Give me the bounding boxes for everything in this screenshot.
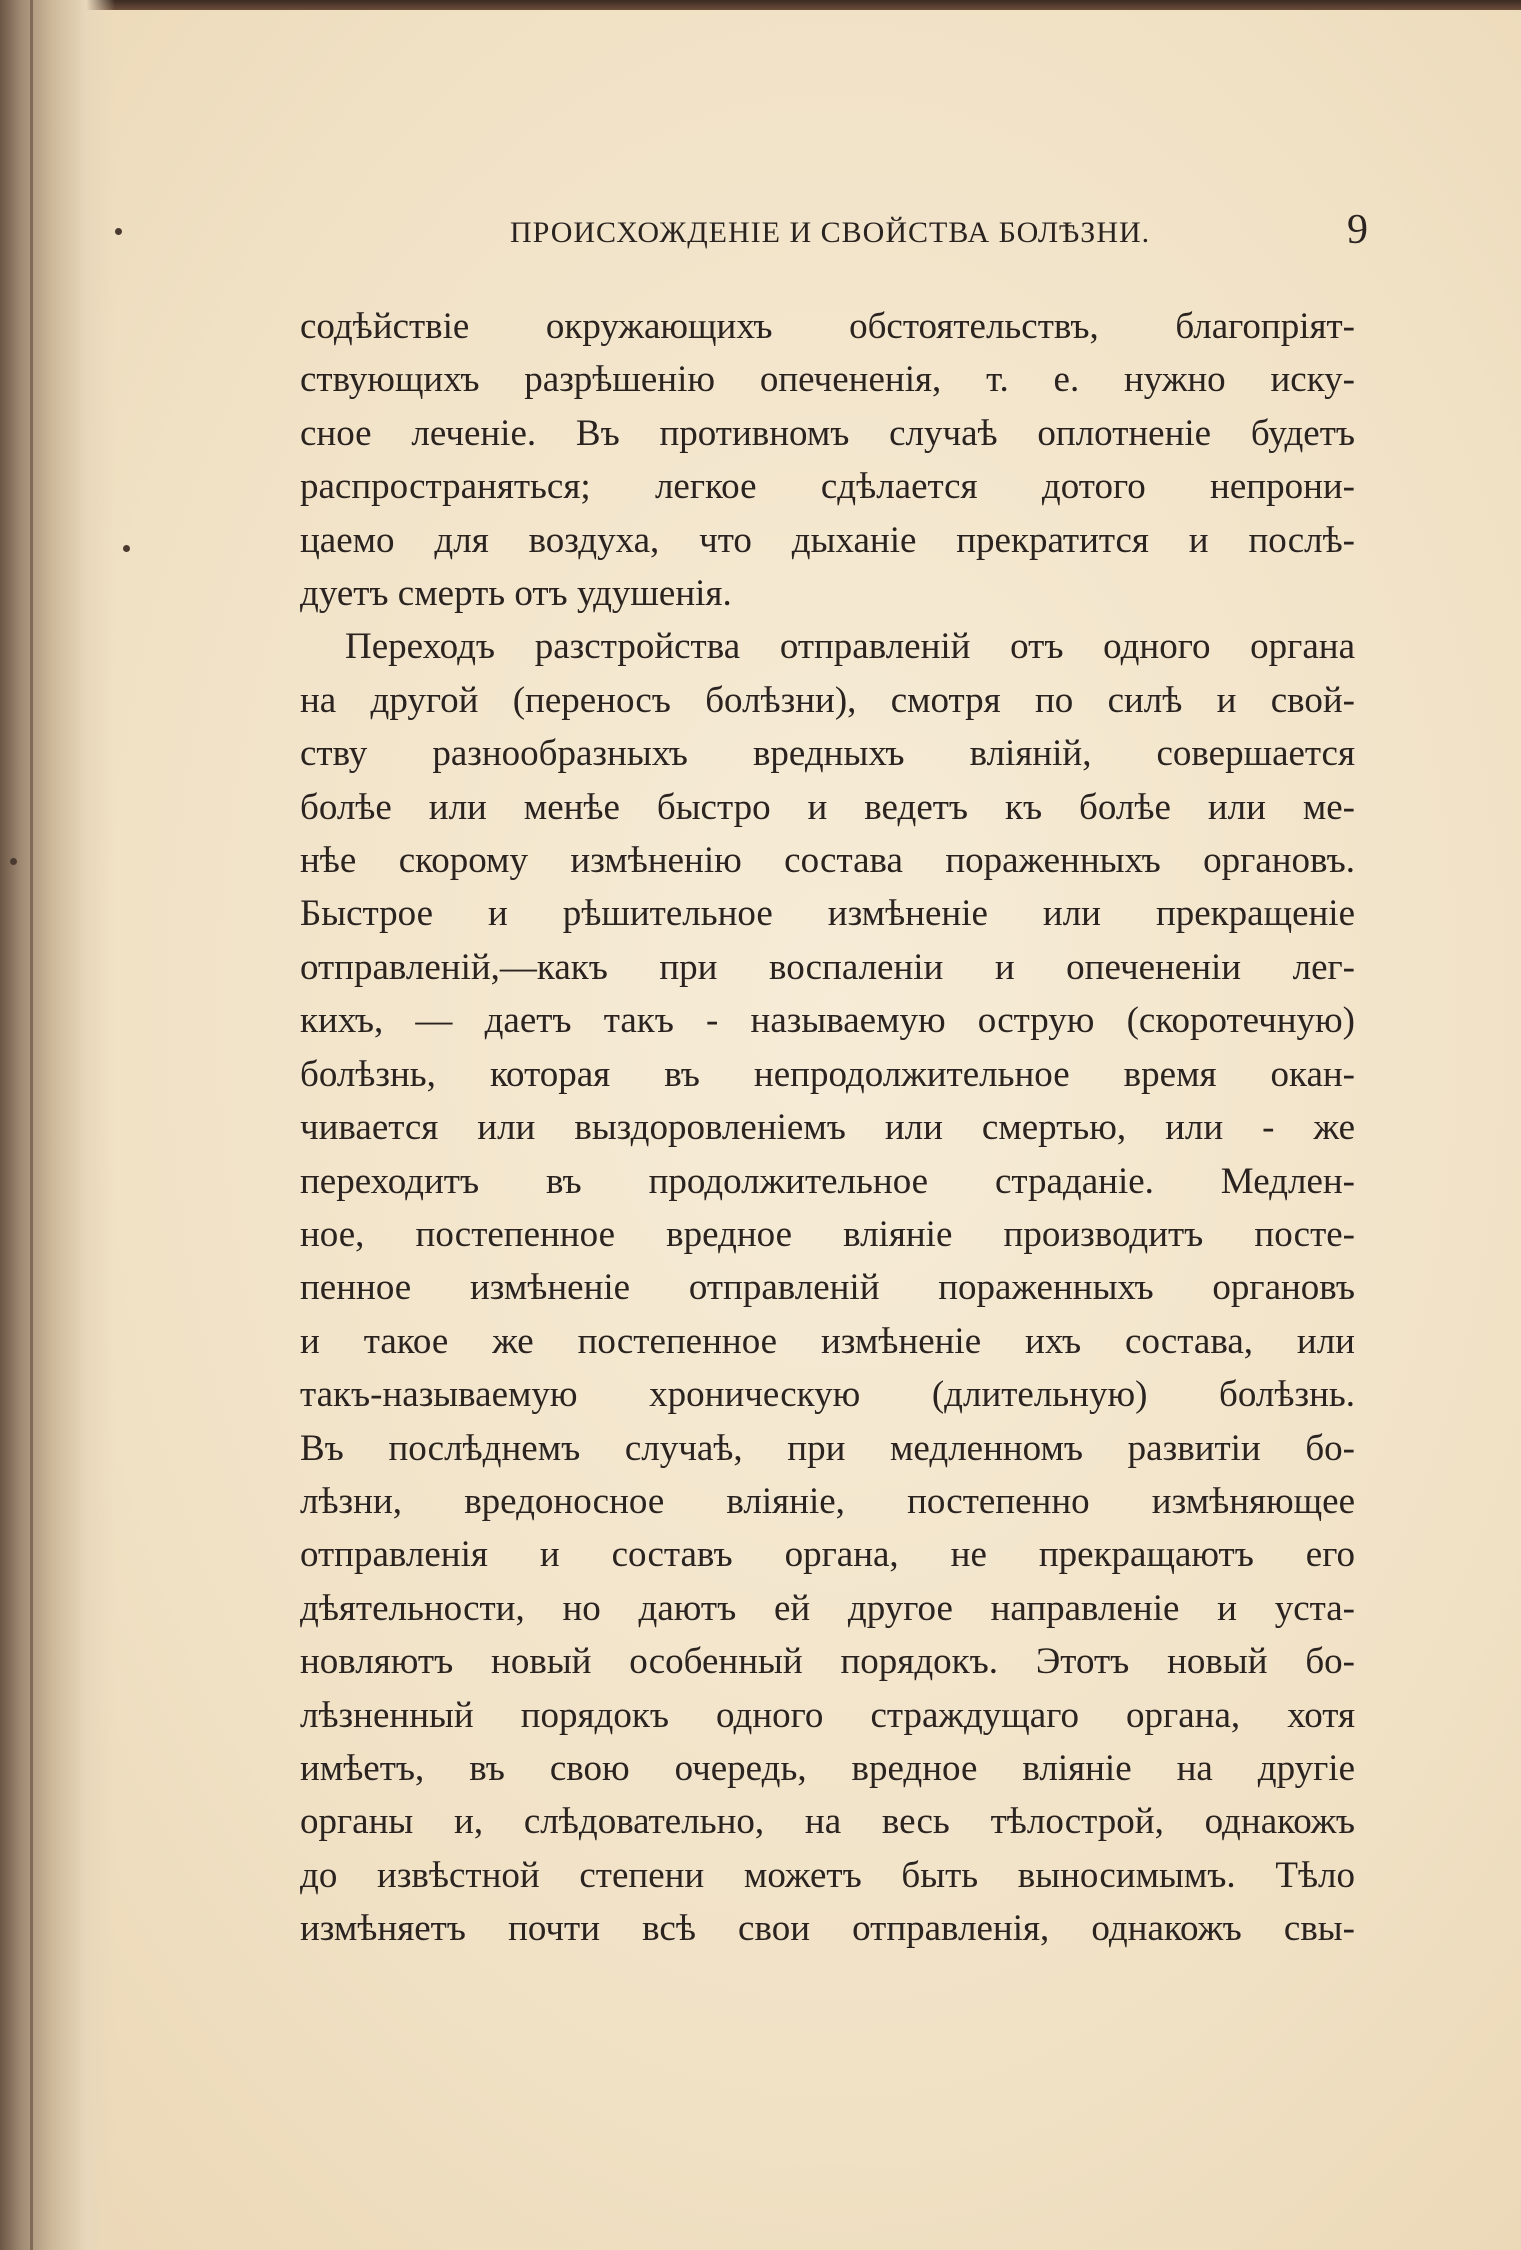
text-line: новляютъ новый особенный порядокъ. Этотъ новый бо-	[300, 1641, 1355, 1683]
body-text	[300, 300, 1355, 1956]
text-line: ное, постепенное вредное вліяніе производитъ посте-	[300, 1213, 1355, 1255]
text-line: распространяться; легкое сдѣлается дотого непрони-	[300, 466, 1355, 508]
text-line: и такое же постепенное измѣненіе ихъ состава, или	[300, 1320, 1355, 1362]
text-line: чивается или выздоровленіемъ или смертью, или - же	[300, 1107, 1355, 1149]
text-line: болѣзнь, которая въ непродолжительное время окан-	[300, 1053, 1355, 1095]
text-line: Быстрое и рѣшительное измѣненіе или прекращеніе	[300, 893, 1355, 935]
text-line: ству разнообразныхъ вредныхъ вліяній, совершается	[300, 733, 1355, 775]
text-line: болѣе или менѣе быстро и ведетъ къ болѣе или ме-	[300, 786, 1355, 828]
text-line: отправленій,—какъ при воспаленіи и опечененіи лег-	[300, 946, 1355, 988]
text-line: измѣняетъ почти всѣ свои отправленія, однакожъ свы-	[300, 1908, 1355, 1950]
page-number: 9	[1347, 207, 1368, 253]
text-line: на другой (переносъ болѣзни), смотря по силѣ и свой-	[300, 679, 1355, 721]
text-line: содѣйствіе окружающихъ обстоятельствъ, благопріят-	[300, 306, 1355, 347]
book-binding-shadow	[0, 0, 115, 2250]
page-top-edge	[0, 0, 1521, 10]
text-line: Переходъ разстройства отправленій отъ одного органа	[345, 626, 1355, 668]
text-line: переходитъ въ продолжительное страданіе. Медлен-	[300, 1160, 1355, 1202]
margin-speck	[115, 228, 122, 235]
text-line: дуетъ смерть отъ удушенія.	[300, 573, 732, 615]
text-line: цаемо для воздуха, что дыханіе прекратится и послѣ-	[300, 519, 1355, 561]
margin-speck	[123, 545, 130, 552]
text-line: отправленія и составъ органа, не прекращаютъ его	[300, 1534, 1355, 1576]
binding-crease	[30, 0, 33, 2250]
text-line: нѣе скорому измѣненію состава пораженныхъ органовъ.	[300, 840, 1355, 882]
text-line: лѣзненный порядокъ одного страждущаго органа, хотя	[300, 1694, 1355, 1736]
text-line: Въ послѣднемъ случаѣ, при медленномъ развитіи бо-	[300, 1427, 1355, 1469]
text-line: до извѣстной степени можетъ быть выносимымъ. Тѣло	[300, 1854, 1355, 1896]
text-line: кихъ, — даетъ такъ - называемую острую (скоротечную)	[300, 1000, 1355, 1042]
text-line: такъ-называемую хроническую (длительную) болѣзнь.	[300, 1374, 1355, 1416]
page-header	[300, 206, 1368, 266]
text-line: имѣетъ, въ свою очередь, вредное вліяніе на другіе	[300, 1747, 1355, 1789]
text-line: дѣятельности, но даютъ ей другое направленіе и уста-	[300, 1587, 1355, 1629]
text-line: лѣзни, вредоносное вліяніе, постепенно измѣняющее	[300, 1480, 1355, 1522]
text-line: сное леченіе. Въ противномъ случаѣ оплотненіе будетъ	[300, 412, 1355, 454]
text-line: органы и, слѣдовательно, на весь тѣлострой, однакожъ	[300, 1801, 1355, 1843]
running-title: ПРОИСХОЖДЕНІЕ И СВОЙСТВА БОЛѢЗНИ.	[510, 216, 1151, 249]
margin-speck	[10, 858, 17, 865]
text-line: ствующихъ разрѣшенію опечененія, т. е. нужно иску-	[300, 359, 1355, 401]
text-line: пенное измѣненіе отправленій пораженныхъ органовъ	[300, 1267, 1355, 1309]
